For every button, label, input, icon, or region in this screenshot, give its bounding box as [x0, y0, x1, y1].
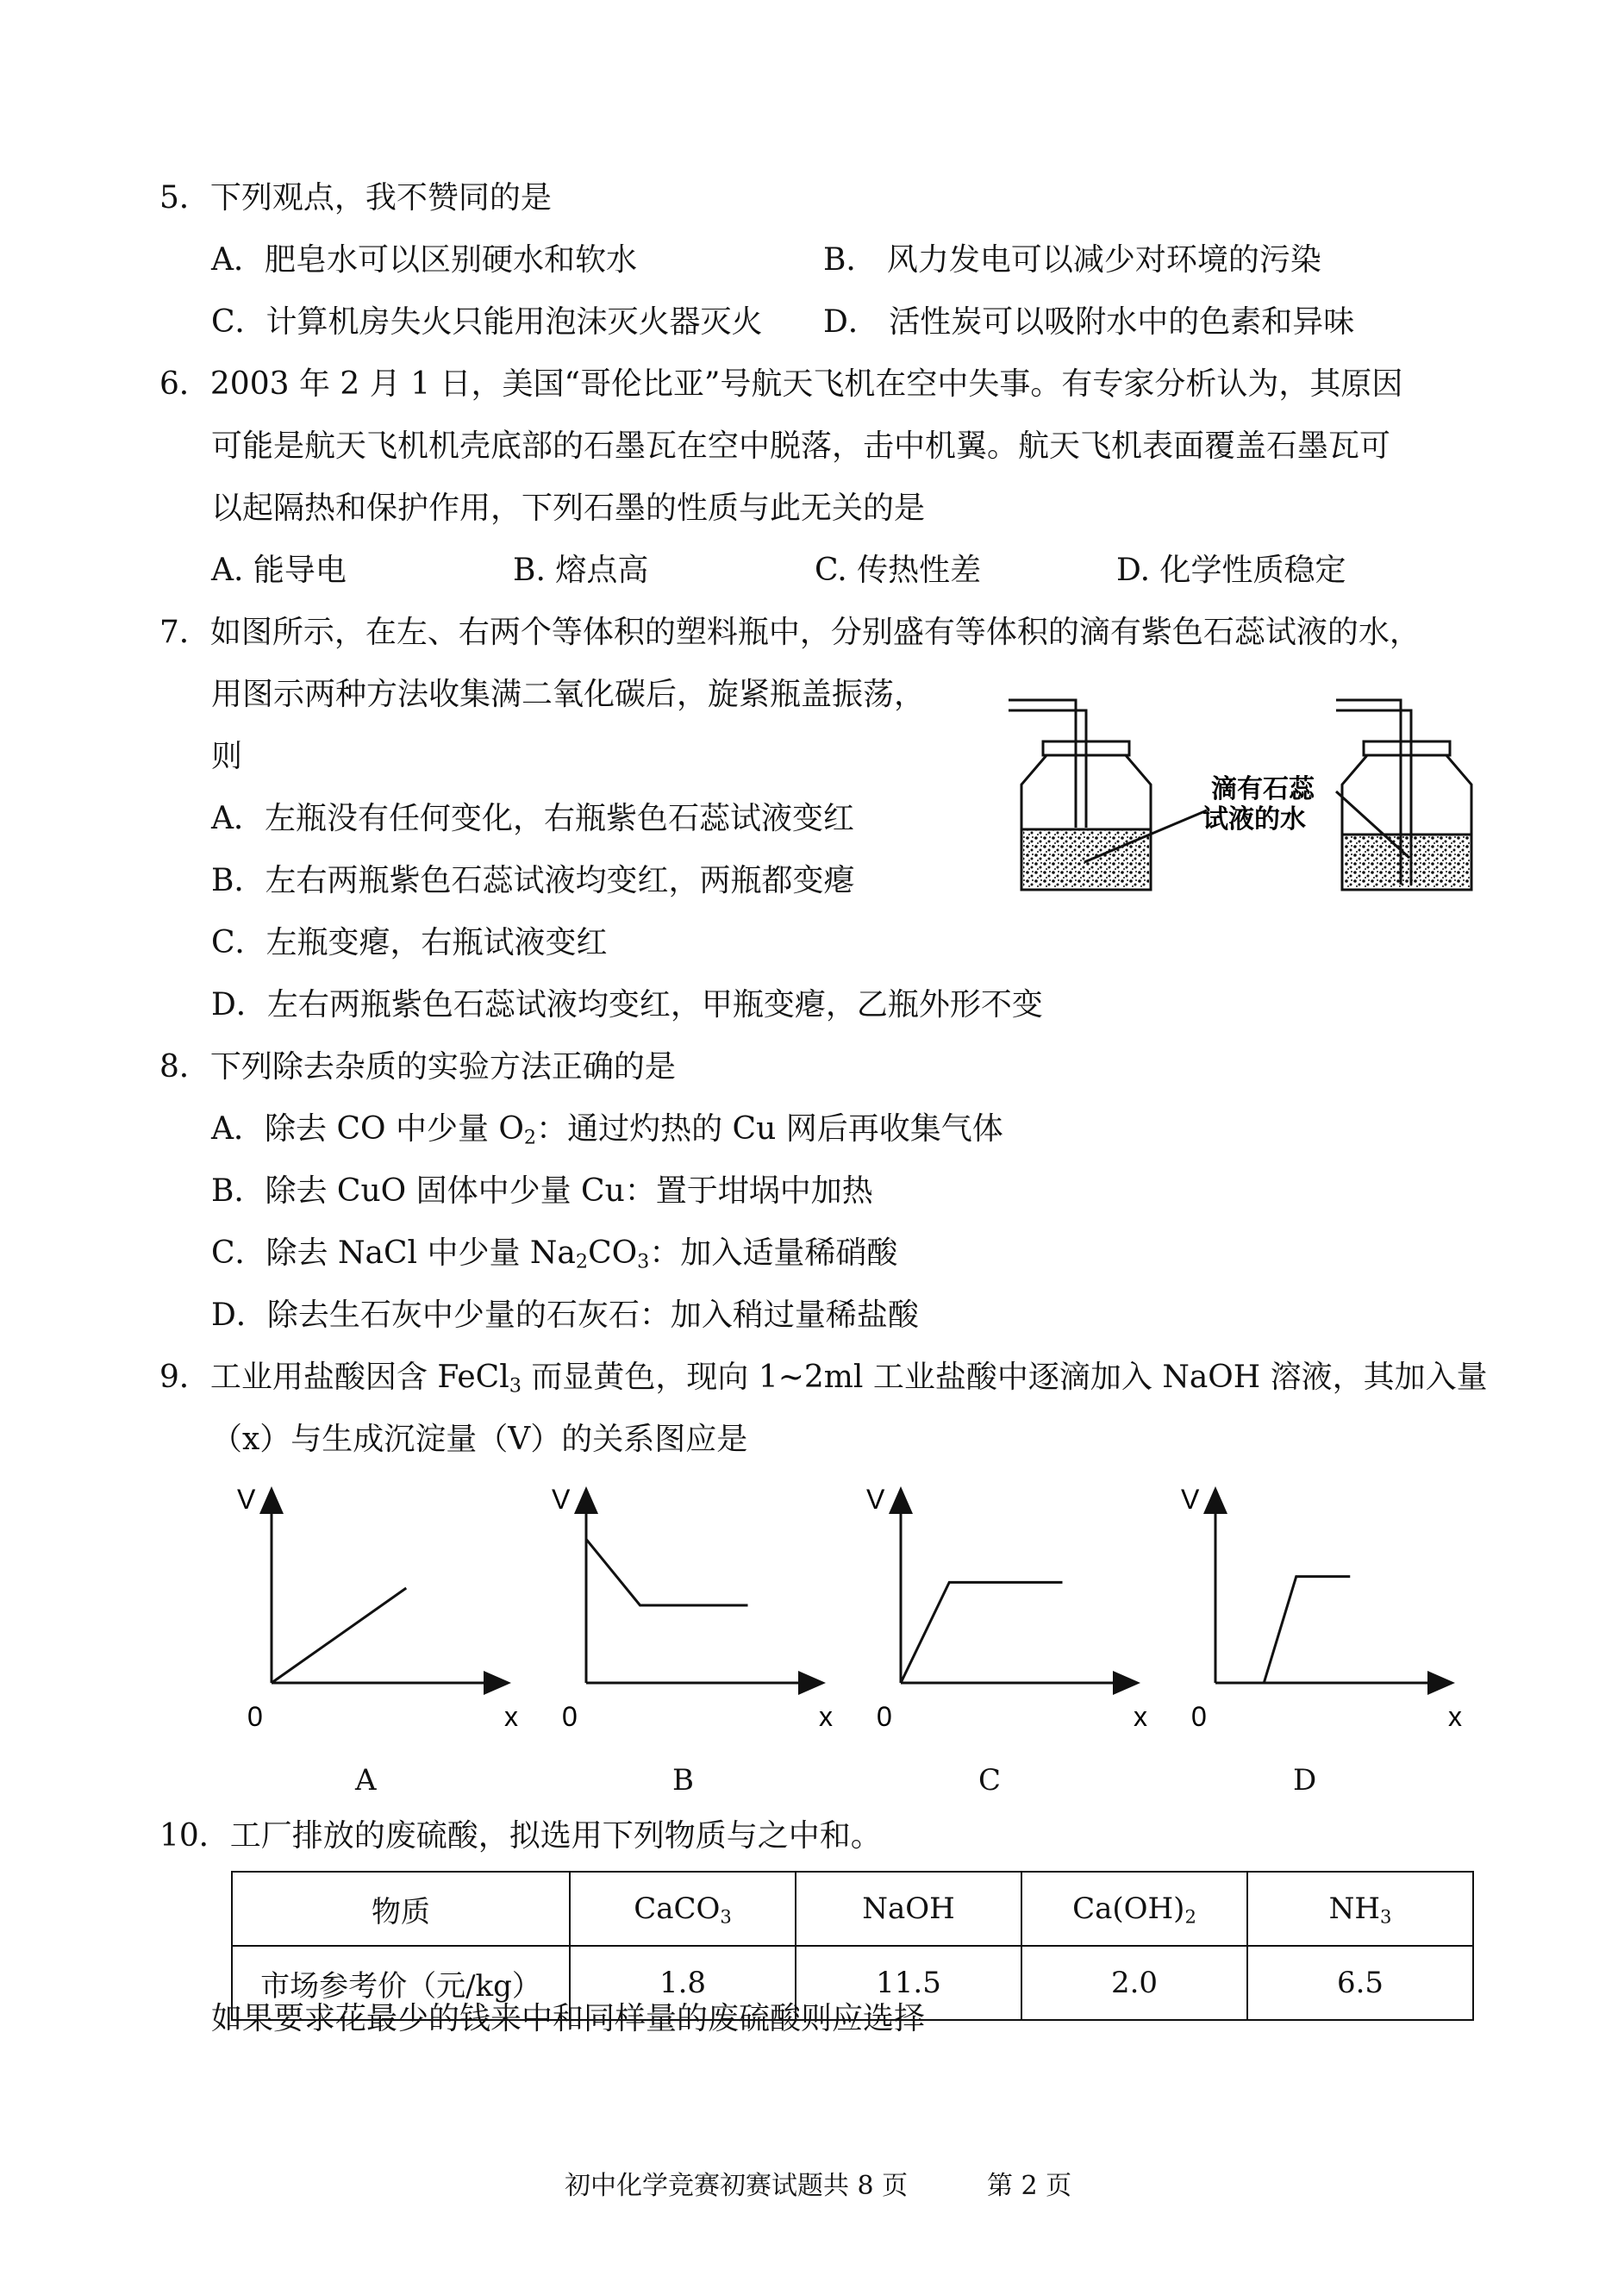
series-line [586, 1539, 748, 1605]
series-line [272, 1588, 406, 1683]
q5-option-b: B． 风力发电可以减少对环境的污染 [823, 242, 1321, 278]
table-header-caoh2: $Ca(OH)_2$ [1021, 1872, 1247, 1946]
graph-b [534, 1484, 833, 1733]
x-axis-arrow-icon [1113, 1671, 1140, 1695]
x-axis-label: x [819, 1701, 833, 1732]
table-header-naoh: NaOH [796, 1872, 1021, 1946]
table-header-row [232, 1872, 1473, 1946]
q10-stem: 10．工厂排放的废硫酸，拟选用下列物质与之中和。 [159, 1818, 882, 1854]
y-axis-arrow-icon [259, 1486, 284, 1514]
q8-option-c: C．除去 NaCl 中少量 $Na_2CO_3$：加入适量稀硝酸 [211, 1235, 898, 1273]
q7-line-2: 用图示两种方法收集满二氧化碳后，旋紧瓶盖振荡， [211, 677, 926, 712]
table-price-label: 市场参考价（元/kg） [232, 1946, 570, 2020]
table-header-substance: 物质 [232, 1872, 570, 1946]
q9-line-1: 9．工业用盐酸因含 FeCl$_3$ 而显黄色，现向 1~2ml 工业盐酸中逐滴加入 NaOH 溶液，其加入量 [159, 1360, 1488, 1398]
right-bottle [1336, 700, 1471, 890]
x-axis-arrow-icon [484, 1671, 511, 1695]
q7-option-a: A．左瓶没有任何变化，右瓶紫色石蕊试液变红 [211, 801, 854, 836]
graph-d-label: D [1293, 1763, 1317, 1798]
q10-question: 如果要求花最少的钱来中和同样量的废硫酸则应选择 [211, 2001, 926, 2036]
table-header-caco3: CaCO$_3$ [570, 1872, 796, 1946]
y-axis-arrow-icon [574, 1486, 598, 1514]
graph-a-label: A [355, 1763, 377, 1798]
graph-a [220, 1484, 518, 1733]
x-axis-label: x [1134, 1701, 1147, 1732]
q5-stem: 5．下列观点，我不赞同的是 [159, 180, 552, 216]
table-price-naoh: 11.5 [796, 1946, 1021, 2020]
y-axis-label: V [866, 1484, 885, 1515]
q6-option-d: D. 化学性质稳定 [1116, 553, 1346, 588]
origin-label: 0 [247, 1701, 263, 1732]
q6-option-b: B. 熔点高 [513, 553, 649, 588]
y-axis-arrow-icon [1203, 1486, 1227, 1514]
q8-option-b: B．除去 CuO 固体中少量 Cu：置于坩埚中加热 [211, 1173, 873, 1209]
footer-page-number: 第 2 页 [987, 2171, 1072, 2201]
y-axis-label: V [1181, 1484, 1200, 1515]
series-line [1215, 1577, 1350, 1683]
q9-line-2: （x）与生成沉淀量（V）的关系图应是 [211, 1422, 748, 1457]
q6-line-3: 以起隔热和保护作用，下列石墨的性质与此无关的是 [211, 491, 926, 526]
q6-option-a: A. 能导电 [211, 553, 347, 588]
origin-label: 0 [877, 1701, 892, 1732]
q7-option-d: D．左右两瓶紫色石蕊试液均变红，甲瓶变瘪，乙瓶外形不变 [211, 987, 1043, 1022]
table-price-caco3: 1.8 [570, 1946, 796, 2020]
figure-label-line-1: 滴有石蕊 [1211, 774, 1315, 804]
y-axis-label: V [552, 1484, 571, 1515]
graph-c [849, 1484, 1147, 1733]
origin-label: 0 [562, 1701, 578, 1732]
q7-option-c: C．左瓶变瘪，右瓶试液变红 [211, 925, 608, 960]
graph-b-label: B [672, 1763, 694, 1798]
table-header-nh3: $NH_3$ [1247, 1872, 1473, 1946]
x-axis-arrow-icon [798, 1671, 826, 1695]
x-axis-label: x [504, 1701, 518, 1732]
q8-option-d: D．除去生石灰中少量的石灰石：加入稍过量稀盐酸 [211, 1298, 919, 1333]
q8-stem: 8．下列除去杂质的实验方法正确的是 [159, 1049, 676, 1085]
q7-line-1: 7．如图所示，在左、右两个等体积的塑料瓶中，分别盛有等体积的滴有紫色石蕊试液的水， [159, 615, 1421, 650]
footer-total-pages: 初中化学竞赛初赛试题共 8 页 [565, 2171, 909, 2201]
q7-option-b: B．左右两瓶紫色石蕊试液均变红，两瓶都变瘪 [211, 863, 855, 898]
y-axis-arrow-icon [889, 1486, 913, 1514]
q6-line-2: 可能是航天飞机机壳底部的石墨瓦在空中脱落，击中机翼。航天飞机表面覆盖石墨瓦可 [211, 428, 1391, 464]
price-table [231, 1871, 1474, 2021]
q6-option-c: C. 传热性差 [815, 553, 982, 588]
graph-c-label: C [978, 1763, 1002, 1798]
graph-d [1164, 1484, 1462, 1733]
table-price-nh3: 6.5 [1247, 1946, 1473, 2020]
y-axis-label: V [237, 1484, 256, 1515]
q8-option-a: A．除去 CO 中少量 $O_2$：通过灼热的 Cu 网后再收集气体 [211, 1111, 1003, 1149]
figure-label-line-2: 试液的水 [1202, 804, 1306, 835]
q5-option-a: A．肥皂水可以区别硬水和软水 [211, 242, 637, 278]
q6-line-1: 6．2003 年 2 月 1 日，美国“哥伦比亚”号航天飞机在空中失事。有专家分析认为，其原因 [159, 366, 1403, 402]
series-line [901, 1582, 1063, 1683]
table-price-caoh2: 2.0 [1021, 1946, 1247, 2020]
x-axis-label: x [1448, 1701, 1462, 1732]
bottles-figure [1009, 690, 1491, 901]
x-axis-arrow-icon [1427, 1671, 1455, 1695]
left-bottle [1009, 700, 1151, 890]
origin-label: 0 [1191, 1701, 1207, 1732]
q7-line-3: 则 [211, 739, 243, 774]
q5-option-c: C．计算机房失火只能用泡沫灭火器灭火 [211, 304, 763, 340]
q5-option-d: D． 活性炭可以吸附水中的色素和异味 [823, 304, 1355, 340]
